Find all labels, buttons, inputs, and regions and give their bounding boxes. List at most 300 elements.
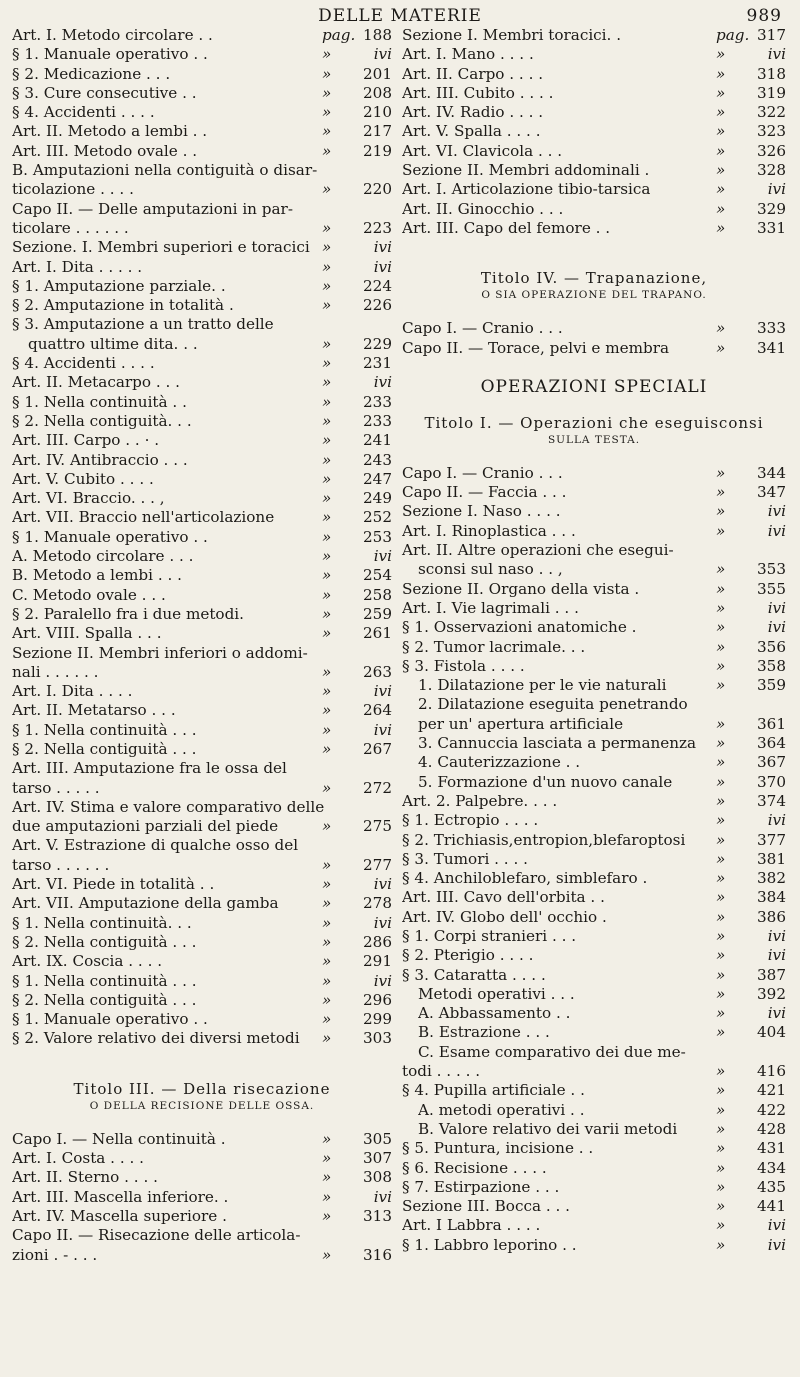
page-ref [316, 663, 392, 682]
entry-text: § 1. Manuale operativo . . [12, 1010, 208, 1029]
page-ref [316, 238, 392, 257]
entry-text: A. Abbassamento . . [418, 1004, 571, 1023]
index-entry [402, 1023, 786, 1042]
page-ref [316, 972, 392, 991]
entry-text: § 2. Medicazione . . . [12, 64, 171, 83]
page-ref [316, 142, 392, 161]
page-ref [316, 817, 392, 836]
entry-text: § 2. Nella contiguità. . . [12, 411, 192, 430]
entry-text: § 1. Labbro leporino . . [402, 1235, 577, 1254]
entry-text: B. Metodo a lembi . . . [12, 566, 182, 585]
page-value: 328 [757, 161, 786, 180]
page-ref [316, 547, 392, 566]
index-entry-line: Art. V. Estrazione di qualche osso del [12, 836, 299, 855]
entry-text: B. Valore relativo dei varii metodi [418, 1119, 678, 1138]
page-mark: » [322, 1187, 332, 1206]
page-mark: » [716, 463, 726, 482]
page-number: 989 [746, 6, 782, 26]
page-ref [710, 522, 786, 541]
entry-text: Capo I. — Cranio . . . [402, 463, 563, 482]
page-ref [316, 335, 392, 354]
page-value: ivi [767, 811, 786, 830]
entry-text: § 2. Nella contiguità . . . [12, 739, 197, 758]
page-value: 286 [363, 932, 392, 951]
page-mark: » [716, 218, 726, 237]
index-entry [12, 1246, 392, 1265]
page-value: ivi [373, 373, 392, 392]
page-value: ivi [373, 1187, 392, 1206]
page-ref [316, 451, 392, 470]
index-entry [402, 1159, 786, 1178]
index-entry [402, 676, 786, 695]
page-mark: » [716, 907, 726, 926]
page-mark: » [322, 778, 332, 797]
page-ref [710, 319, 786, 338]
page-value: 220 [363, 180, 392, 199]
index-entry [402, 103, 786, 122]
page-value: 404 [757, 1023, 786, 1042]
entry-text: Art. I. Costa . . . . [12, 1149, 144, 1168]
page-value: 367 [757, 753, 786, 772]
page-ref [710, 219, 786, 238]
entry-text: § 3. Cataratta . . . . [402, 965, 546, 984]
page-mark: » [716, 888, 726, 907]
index-entry [402, 502, 786, 521]
index-entry [402, 715, 786, 734]
entry-text: Art. IX. Coscia . . . . [12, 952, 163, 971]
index-entry [12, 489, 392, 508]
index-entry [12, 875, 392, 894]
page-ref [710, 676, 786, 695]
page-value: 229 [363, 334, 392, 353]
entry-text: 1. Dilatazione per le vie naturali [418, 676, 667, 695]
page-ref [316, 277, 392, 296]
entry-text: § 4. Accidenti . . . . [12, 103, 155, 122]
index-entry-line: Sezione II. Membri inferiori o addomi- [12, 643, 308, 662]
page-value: ivi [767, 180, 786, 199]
page-value: 422 [757, 1100, 786, 1119]
page-value: 326 [757, 141, 786, 160]
index-entry [402, 599, 786, 618]
page-ref [710, 792, 786, 811]
page-mark: » [322, 913, 332, 932]
index-entry [402, 161, 786, 180]
index-entry [402, 888, 786, 907]
page-ref [316, 894, 392, 913]
entry-text: sconsi sul naso . . , [418, 560, 563, 579]
index-entry-line: Art. II. Altre operazioni che esegui- [402, 541, 674, 560]
page-value: ivi [373, 45, 392, 64]
entry-text: Art. II. Metodo a lembi . . [12, 122, 208, 141]
index-entry [402, 180, 786, 199]
index-entry [402, 219, 786, 238]
page-mark: » [322, 527, 332, 546]
page-ref [710, 1216, 786, 1235]
page-ref [316, 1149, 392, 1168]
index-entry [402, 84, 786, 103]
index-entry [402, 811, 786, 830]
index-entry [402, 1120, 786, 1139]
index-entry [12, 933, 392, 952]
page-value: 382 [757, 869, 786, 888]
page-value: 233 [363, 411, 392, 430]
page-ref [710, 966, 786, 985]
index-entry [402, 773, 786, 792]
index-entry-line: Art. IV. Stima e valore comparativo delle [12, 797, 325, 816]
page-value: 233 [363, 392, 392, 411]
page-value: 253 [363, 527, 392, 546]
index-entry [12, 586, 392, 605]
page-ref [710, 1004, 786, 1023]
page-ref [316, 586, 392, 605]
entry-text: § 4. Accidenti . . . . [12, 354, 155, 373]
index-entry [402, 869, 786, 888]
page-mark: » [716, 618, 726, 637]
page-mark: » [322, 469, 332, 488]
page-value: 353 [757, 560, 786, 579]
index-entry [402, 560, 786, 579]
page-mark: » [322, 122, 332, 141]
index-entry [402, 1062, 786, 1081]
index-entry [12, 1010, 392, 1029]
page-mark: » [716, 676, 726, 695]
page-value: 387 [757, 965, 786, 984]
index-entry [12, 103, 392, 122]
page-value: 241 [363, 431, 392, 450]
page-ref [710, 103, 786, 122]
index-entry [402, 122, 786, 141]
page-value: 421 [757, 1081, 786, 1100]
page-value: 305 [363, 1129, 392, 1148]
page-value: ivi [767, 502, 786, 521]
section-subheading: O SIA OPERAZIONE DEL TRAPANO. [481, 289, 707, 302]
entry-text: Art. I. Vie lagrimali . . . [402, 598, 579, 617]
page-ref [710, 122, 786, 141]
index-entry [12, 219, 392, 238]
page-ref [710, 618, 786, 637]
page-mark: » [716, 83, 726, 102]
index-entry [402, 580, 786, 599]
page-mark: » [716, 338, 726, 357]
index-entry [402, 142, 786, 161]
entry-text: § 2. Valore relativo dei diversi metodi [12, 1029, 300, 1048]
page-ref [710, 65, 786, 84]
page-ref [710, 1081, 786, 1100]
page-value: 428 [757, 1119, 786, 1138]
page-mark: » [322, 971, 332, 990]
entry-text: ticolare . . . . . . [12, 218, 129, 237]
entry-text: per un' apertura artificiale [418, 714, 624, 733]
section-heading: Titolo I. — Operazioni che eseguisconsi [424, 413, 764, 432]
index-entry [12, 470, 392, 489]
page-mark: » [322, 1129, 332, 1148]
page-value: ivi [767, 618, 786, 637]
entry-text: Art. I. Articolazione tibio-tarsica [402, 180, 651, 199]
page-ref [316, 219, 392, 238]
page-value: 317 [757, 26, 786, 44]
entry-text: § 2. Paralello fra i due metodi. [12, 604, 244, 623]
entry-text: Art. I. Rinoplastica . . . [402, 521, 576, 540]
entry-text: A. metodi operativi . . [418, 1100, 585, 1119]
page-mark: » [322, 373, 332, 392]
page-value: ivi [373, 257, 392, 276]
page-value: 431 [757, 1139, 786, 1158]
main-heading: OPERAZIONI SPECIALI [480, 376, 708, 397]
page-mark: » [322, 662, 332, 681]
page-ref [710, 580, 786, 599]
page-value: ivi [767, 45, 786, 64]
page-ref [316, 393, 392, 412]
entry-text: § 2. Nella contiguità . . . [12, 990, 197, 1009]
page-mark: » [716, 1023, 726, 1042]
page-value: 355 [757, 579, 786, 598]
entry-text: Art. VI. Piede in totalità . . [12, 875, 215, 894]
page-mark: » [322, 604, 332, 623]
page-mark: » [322, 238, 332, 257]
page-mark: » [716, 579, 726, 598]
page-value: 261 [363, 624, 392, 643]
page-value: 323 [757, 122, 786, 141]
entry-text: todi . . . . . [402, 1062, 481, 1081]
page-mark: » [716, 1004, 726, 1023]
page-value: 356 [757, 637, 786, 656]
page-mark: » [322, 64, 332, 83]
index-entry [402, 792, 786, 811]
page-value: 381 [757, 849, 786, 868]
page-ref [316, 624, 392, 643]
page-value: 307 [363, 1149, 392, 1168]
page-value: ivi [767, 1216, 786, 1235]
page-ref [316, 991, 392, 1010]
entry-text: Capo I. — Cranio . . . [402, 319, 563, 338]
entry-text: § 2. Amputazione in totalità . [12, 296, 234, 315]
index-entry [402, 483, 786, 502]
index-entry [12, 180, 392, 199]
page-ref [710, 483, 786, 502]
page-mark: » [322, 508, 332, 527]
entry-text: Art. IV. Antibraccio . . . [12, 450, 188, 469]
index-entry [402, 618, 786, 637]
index-entry [402, 1139, 786, 1158]
page-value: 188 [363, 26, 392, 44]
index-entry-line: § 3. Amputazione a un tratto delle [12, 315, 274, 334]
page-value: ivi [767, 598, 786, 617]
page-mark: » [716, 199, 726, 218]
page-ref [710, 142, 786, 161]
page-ref [710, 773, 786, 792]
spacer [12, 1049, 392, 1064]
page-mark: » [716, 869, 726, 888]
index-entry [402, 734, 786, 753]
page-mark: » [322, 932, 332, 951]
page-value: ivi [373, 720, 392, 739]
page-mark: » [322, 990, 332, 1009]
page-ref [316, 605, 392, 624]
page-value: 263 [363, 662, 392, 681]
index-entry [12, 238, 392, 257]
page-value: 392 [757, 984, 786, 1003]
page-ref [710, 850, 786, 869]
page-ref [316, 933, 392, 952]
page-mark: » [322, 585, 332, 604]
page-value: 435 [757, 1177, 786, 1196]
page-value: 359 [757, 676, 786, 695]
page-mark: » [716, 122, 726, 141]
index-entry [12, 84, 392, 103]
page-ref [710, 811, 786, 830]
page-mark: » [716, 946, 726, 965]
page-ref [316, 1207, 392, 1226]
page-ref [316, 701, 392, 720]
index-entry [402, 1216, 786, 1235]
entry-text: § 4. Pupilla artificiale . . [402, 1081, 585, 1100]
entry-text: § 7. Estirpazione . . . [402, 1177, 560, 1196]
page-value: 267 [363, 739, 392, 758]
index-entry [12, 624, 392, 643]
entry-text: 4. Cauterizzazione . . [418, 753, 581, 772]
page-mark: » [716, 1235, 726, 1254]
index-entry [12, 1188, 392, 1207]
index-entry [12, 431, 392, 450]
entry-text: § 3. Fistola . . . . [402, 656, 525, 675]
page-ref [316, 508, 392, 527]
page-ref [710, 502, 786, 521]
index-entry [402, 1101, 786, 1120]
page-mark: » [716, 598, 726, 617]
index-entry [402, 65, 786, 84]
page-ref [316, 528, 392, 547]
entry-text: Art. IV. Mascella superiore . [12, 1206, 227, 1225]
page-ref [316, 26, 392, 45]
index-entry [12, 914, 392, 933]
page-value: ivi [767, 926, 786, 945]
page-ref [316, 431, 392, 450]
entry-text: Art. I. Dita . . . . . [12, 257, 143, 276]
entry-text: Art. II. Metatarso . . . [12, 701, 176, 720]
page-value: 299 [363, 1010, 392, 1029]
page-value: 370 [757, 772, 786, 791]
page-ref [316, 65, 392, 84]
index-entry [12, 393, 392, 412]
page-mark: » [716, 1062, 726, 1081]
page-mark: » [716, 849, 726, 868]
index-entry-line: C. Esame comparativo dei due me- [418, 1042, 686, 1061]
entry-text: § 1. Amputazione parziale. . [12, 276, 226, 295]
page-value: 384 [757, 888, 786, 907]
page-value: 254 [363, 566, 392, 585]
page-value: 331 [757, 218, 786, 237]
entry-text: Art. II. Metacarpo . . . [12, 373, 180, 392]
page-mark: » [322, 720, 332, 739]
entry-text: nali . . . . . . [12, 662, 99, 681]
entry-text: § 1. Ectropio . . . . [402, 811, 539, 830]
page-ref [316, 914, 392, 933]
page-ref [710, 927, 786, 946]
page-mark: » [716, 103, 726, 122]
index-entry [402, 966, 786, 985]
page-mark: » [322, 296, 332, 315]
index-entry [12, 566, 392, 585]
entry-text: Art. III. Cavo dell'orbita . . [402, 888, 605, 907]
page-mark: » [716, 180, 726, 199]
page-ref [710, 985, 786, 1004]
page-ref [710, 715, 786, 734]
page-value: 272 [363, 778, 392, 797]
page-mark: » [716, 1177, 726, 1196]
page-ref [316, 122, 392, 141]
page-value: ivi [767, 521, 786, 540]
page-mark: » [322, 103, 332, 122]
entry-text: Capo II. — Torace, pelvi e membra [402, 338, 670, 357]
page-value: 308 [363, 1168, 392, 1187]
page-ref [316, 103, 392, 122]
page-mark: » [716, 1139, 726, 1158]
index-entry [12, 972, 392, 991]
page-ref [316, 856, 392, 875]
page-value: 333 [757, 319, 786, 338]
page-ref [316, 1130, 392, 1149]
entry-text: zioni . - . . . [12, 1245, 98, 1264]
page-mark: » [716, 984, 726, 1003]
entry-text: Art. V. Cubito . . . . [12, 469, 154, 488]
index-entry [12, 952, 392, 971]
page-mark: » [322, 180, 332, 199]
page-value: 303 [363, 1029, 392, 1048]
page-mark: » [716, 502, 726, 521]
page-ref [316, 45, 392, 64]
section-heading: Titolo IV. — Trapanazione, [480, 269, 708, 288]
page-value: ivi [373, 875, 392, 894]
page-ref [316, 1188, 392, 1207]
index-entry [12, 1207, 392, 1226]
page-value: 322 [757, 103, 786, 122]
page-ref [710, 339, 786, 358]
index-entry [402, 908, 786, 927]
index-entry [12, 277, 392, 296]
entry-text: Sezione I. Membri toracici. . [402, 26, 622, 44]
page-ref [710, 734, 786, 753]
index-entry [402, 26, 786, 45]
index-entry [402, 1178, 786, 1197]
spacer [402, 238, 786, 253]
page-value: 316 [363, 1245, 392, 1264]
page-mark: » [716, 1158, 726, 1177]
index-entry [12, 894, 392, 913]
page-value: 434 [757, 1158, 786, 1177]
entry-text: Art. VII. Amputazione della gamba [12, 894, 279, 913]
index-entry-line: 2. Dilatazione eseguita penetrando [418, 695, 688, 714]
page-value: 318 [757, 64, 786, 83]
page-value: 416 [757, 1062, 786, 1081]
index-entry [12, 65, 392, 84]
page-ref [710, 1062, 786, 1081]
page-mark: » [322, 392, 332, 411]
index-entry [402, 339, 786, 358]
page-ref [316, 180, 392, 199]
page-ref [710, 599, 786, 618]
page-ref [710, 1023, 786, 1042]
page-mark: » [322, 489, 332, 508]
page-value: 275 [363, 817, 392, 836]
entry-text: Sezione II. Organo della vista . [402, 579, 640, 598]
index-entry [12, 451, 392, 470]
index-entry [402, 831, 786, 850]
page-mark: pag. [716, 26, 750, 44]
page-value: ivi [373, 682, 392, 701]
entry-text: C. Metodo ovale . . . [12, 585, 166, 604]
entry-text: § 2. Pterigio . . . . [402, 946, 534, 965]
page-ref [710, 464, 786, 483]
